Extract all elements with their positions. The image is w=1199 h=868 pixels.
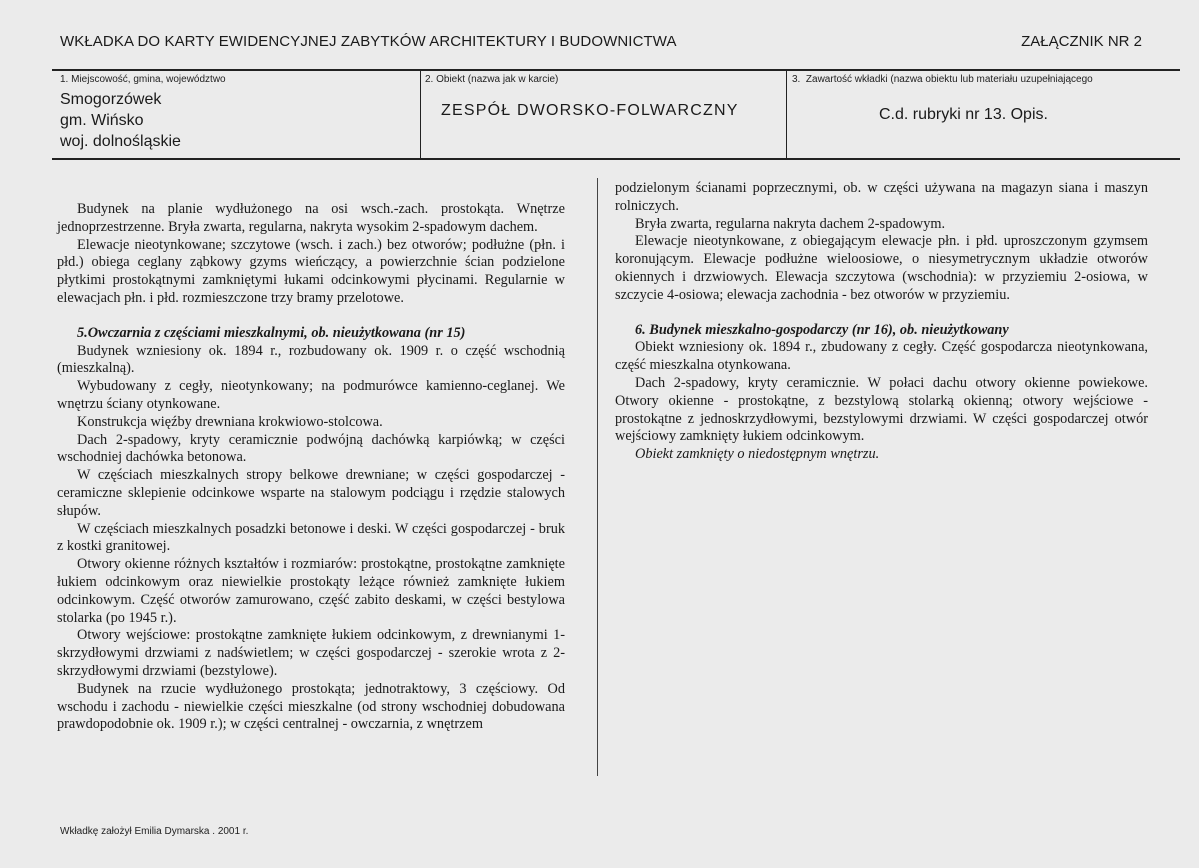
contents-field-number: 3. <box>792 74 801 85</box>
contents-field-label <box>792 74 1093 85</box>
paragraph: Budynek wzniesiony ok. 1894 r., rozbudowany ok. 1909 r. o część wschodnią (mieszkalną). <box>57 342 565 377</box>
paragraph: Elewacje nieotynkowane, z obiegającym elewacje płn. i płd. uproszczonym gzymsem koronującym. Elewacje podłużne wieloosiowe, o niesymetrycznym układzie otworów okiennych i drzwiowych. Elewacja szczytowa (wschodnia): w przyziemiu 2-osiowa, w szczycie 4-osiowa; elewacja zachodnia - bez otworów w przyziemiu. <box>615 233 1148 303</box>
column-divider <box>597 178 598 776</box>
object-field-label: 2. Obiekt (nazwa jak w karcie) <box>425 74 559 85</box>
paragraph: W częściach mieszkalnych stropy belkowe drewniane; w części gospodarczej - ceramiczne sklepienie odcinkowe wsparte na stalowym podciągu i rzędzie stalowych słupów. <box>57 467 565 519</box>
location-voivodeship: woj. dolnośląskie <box>60 133 181 150</box>
field-divider-1 <box>420 71 421 158</box>
field-divider-2 <box>786 71 787 158</box>
closing-note: Obiekt zamknięty o niedostępnym wnętrzu. <box>635 446 880 463</box>
annex-number: ZAŁĄCZNIK NR 2 <box>1021 33 1142 50</box>
location-field-value <box>60 89 181 152</box>
paragraph: podzielonym ścianami poprzecznymi, ob. w części używana na magazyn siana i maszyn rolniczych. <box>615 180 1148 214</box>
location-field-label: 1. Miejscowość, gmina, województwo <box>60 74 226 85</box>
object-field-value: ZESPÓŁ DWORSKO-FOLWARCZNY <box>441 102 739 119</box>
paragraph: Budynek na rzucie wydłużonego prostokąta; jednotraktowy, 3 częściowy. Od wschodu i zachodu - niewielkie części mieszkalne (od strony wschodniej dobudowana prawdopodobnie ok. 1909 r.); w części centralnej - owczarnia, z wnętrzem <box>57 680 565 733</box>
location-town: Smogorzówek <box>60 91 162 108</box>
paragraph: Wybudowany z cegły, nieotynkowany; na podmurówce kamienno-ceglanej. We wnętrzu ściany otynkowane. <box>57 378 565 412</box>
contents-field-label-text: Zawartość wkładki (nazwa obiektu lub materiału uzupełniającego <box>805 74 1093 85</box>
paragraph: Budynek na planie wydłużonego na osi wsch.-zach. prostokąta. Wnętrze jednoprzestrzenne. Bryła zwarta, regularna, nakryta wysokim 2-spadowym dachem. <box>57 201 565 235</box>
left-text-column <box>57 201 565 734</box>
section-heading-6: 6. Budynek mieszkalno-gospodarczy (nr 16), ob. nieużytkowany <box>635 321 1009 338</box>
section-heading-5: 5.Owczarnia z częściami mieszkalnymi, ob. nieużytkowana (nr 15) <box>77 324 466 341</box>
header-rule-top <box>52 69 1180 71</box>
paragraph: Otwory wejściowe: prostokątne zamknięte łukiem odcinkowym, z drewnianymi 1-skrzydłowymi drzwiami z nadświetlem; w części gospodarczej - szerokie wrota z 2-skrzydłowymi drzwiami (bezstylowe). <box>57 627 565 679</box>
document-title: WKŁADKA DO KARTY EWIDENCYJNEJ ZABYTKÓW ARCHITEKTURY I BUDOWNICTWA <box>60 33 677 50</box>
contents-field-value: C.d. rubryki nr 13. Opis. <box>879 106 1048 123</box>
paragraph: Bryła zwarta, regularna nakryta dachem 2-spadowym. <box>635 215 946 232</box>
paragraph: Konstrukcja więźby drewniana krokwiowo-stolcowa. <box>77 413 383 430</box>
paragraph: Elewacje nieotynkowane; szczytowe (wsch. i zach.) bez otworów; podłużne (płn. i płd.) obiega ceglany ząbkowy gzyms wieńczący, a powierzchnie ścian podzielone płytkimi prostokątnymi zamkniętymi łukami odcinkowymi płycinami. Regularnie w elewacjach płn. i płd. rozmieszczone trzy bramy przelotowe. <box>57 236 565 306</box>
paragraph: Dach 2-spadowy, kryty ceramicznie podwójną dachówką karpiówką; w części wschodniej dachówka betonowa. <box>57 431 565 466</box>
paragraph: Obiekt wzniesiony ok. 1894 r., zbudowany z cegły. Część gospodarcza nieotynkowana, część mieszkalna otynkowana. <box>615 339 1148 374</box>
paragraph: Otwory okienne różnych kształtów i rozmiarów: prostokątne, prostokątne zamknięte łukiem odcinkowym oraz niewielkie prostokąty leżące również zamknięte łukiem odcinkowym. Część otworów zamurowano, część zabito deskami, w części bestylowa stolarka (po 1945 r.). <box>57 556 565 626</box>
location-commune: gm. Wińsko <box>60 112 144 129</box>
header-rule-bottom <box>52 158 1180 160</box>
author-footer: Wkładkę założył Emilia Dymarska . 2001 r. <box>60 826 249 837</box>
right-text-column <box>615 180 1148 464</box>
paragraph: Dach 2-spadowy, kryty ceramicznie. W połaci dachu otwory okienne powiekowe. Otwory okienne - prostokątne, z bezstylową stolarką okienną; otwory wejściowe - prostokątne z jednoskrzydłowymi, bezstylowymi drzwiami. W części gospodarczej otwór wejściowy zamknięty łukiem odcinkowym. <box>615 374 1148 445</box>
paragraph: W częściach mieszkalnych posadzki betonowe i deski. W części gospodarczej - bruk z kostki granitowej. <box>57 520 565 555</box>
